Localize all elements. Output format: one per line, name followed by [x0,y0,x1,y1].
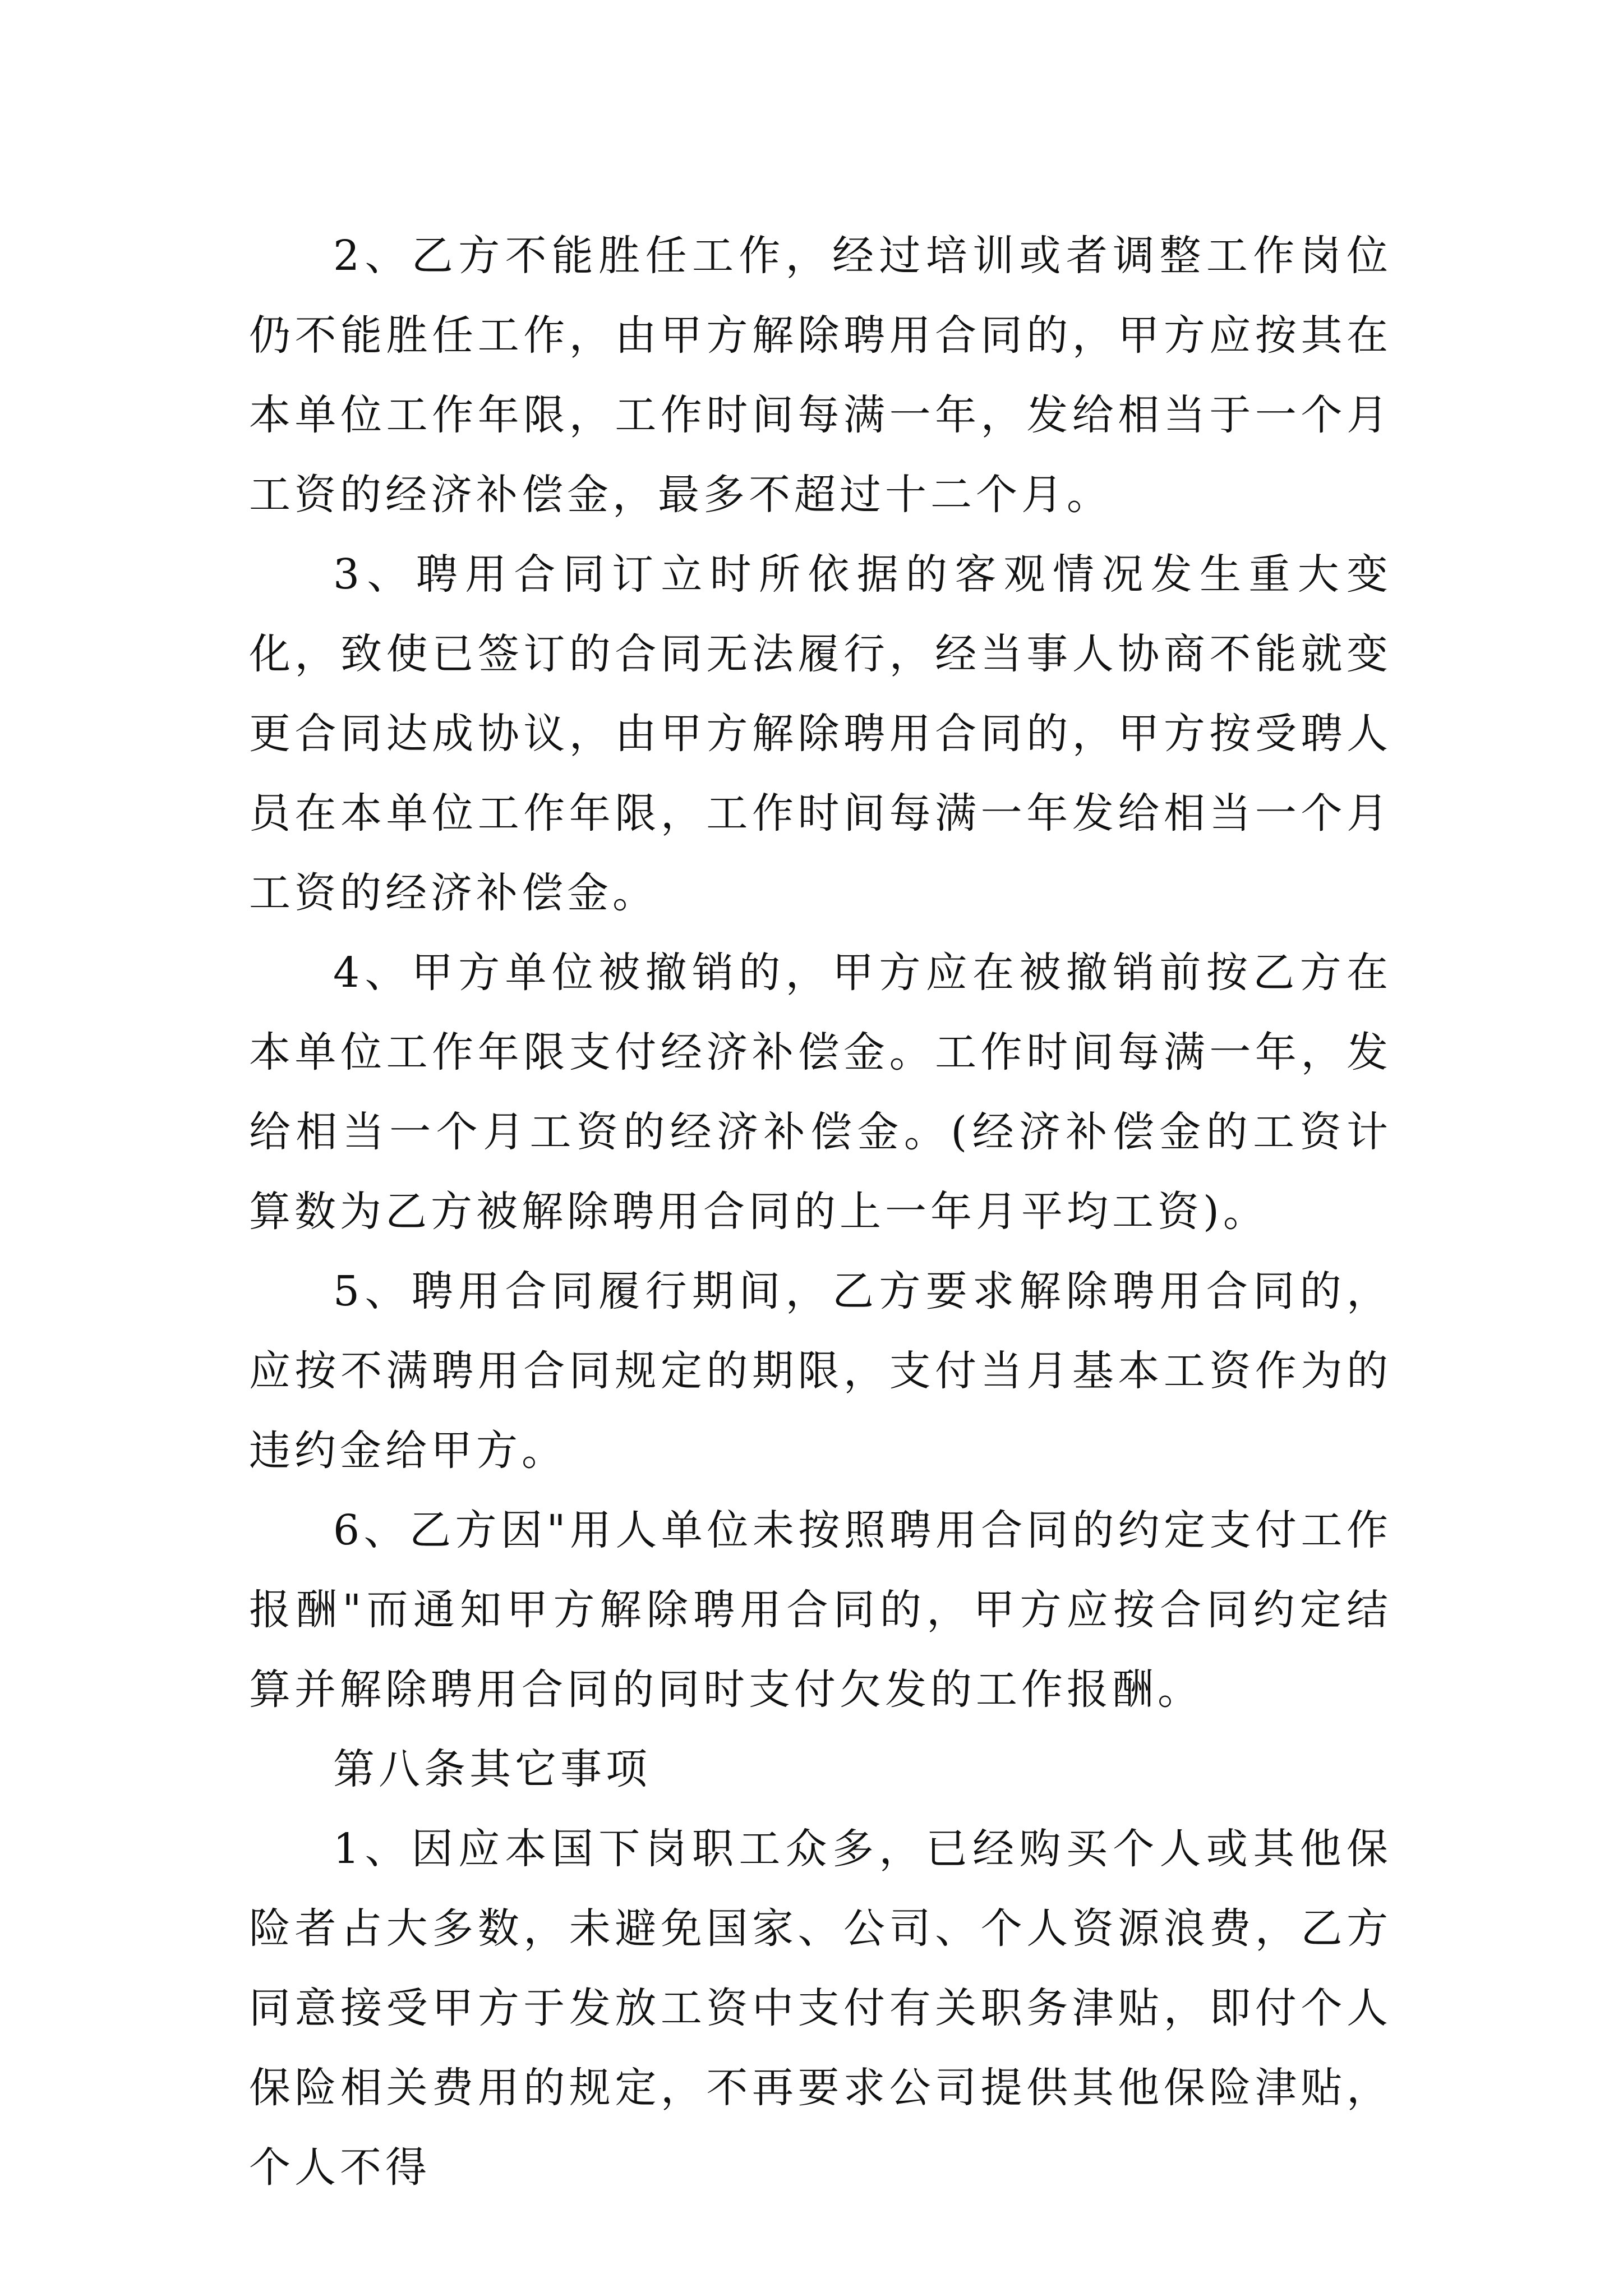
paragraph-article-8-clause-1: 1、因应本国下岗职工众多，已经购买个人或其他保险者占大多数，未避免国家、公司、个人资源浪费，乙方同意接受甲方于发放工资中支付有关职务津贴，即付个人保险相关费用的规定，不再要求公司提供其他保险津贴，个人不得 [249,1825,1392,2192]
paragraph-clause-3: 3、聘用合同订立时所依据的客观情况发生重大变化，致使已签订的合同无法履行，经当事人协商不能就变更合同达成协议，由甲方解除聘用合同的，甲方按受聘人员在本单位工作年限，工作时间每满一年发给相当一个月工资的经济补偿金。 [249,550,1392,917]
paragraph-clause-2: 2、乙方不能胜任工作，经过培训或者调整工作岗位仍不能胜任工作，由甲方解除聘用合同的，甲方应按其在本单位工作年限，工作时间每满一年，发给相当于一个月工资的经济补偿金，最多不超过十二个月。 [249,232,1392,519]
section-heading-article-8: 第八条其它事项 [333,1745,651,1793]
document-body [249,216,1392,2207]
paragraph-clause-6: 6、乙方因"用人单位未按照聘用合同的约定支付工作报酬"而通知甲方解除聘用合同的，甲方应按合同约定结算并解除聘用合同的同时支付欠发的工作报酬。 [249,1506,1392,1714]
paragraph-clause-5: 5、聘用合同履行期间，乙方要求解除聘用合同的，应按不满聘用合同规定的期限，支付当月基本工资作为的违约金给甲方。 [249,1267,1392,1475]
paragraph-clause-4: 4、甲方单位被撤销的，甲方应在被撤销前按乙方在本单位工作年限支付经济补偿金。工作时间每满一年，发给相当一个月工资的经济补偿金。(经济补偿金的工资计算数为乙方被解除聘用合同的上一年月平均工资)。 [249,949,1392,1236]
